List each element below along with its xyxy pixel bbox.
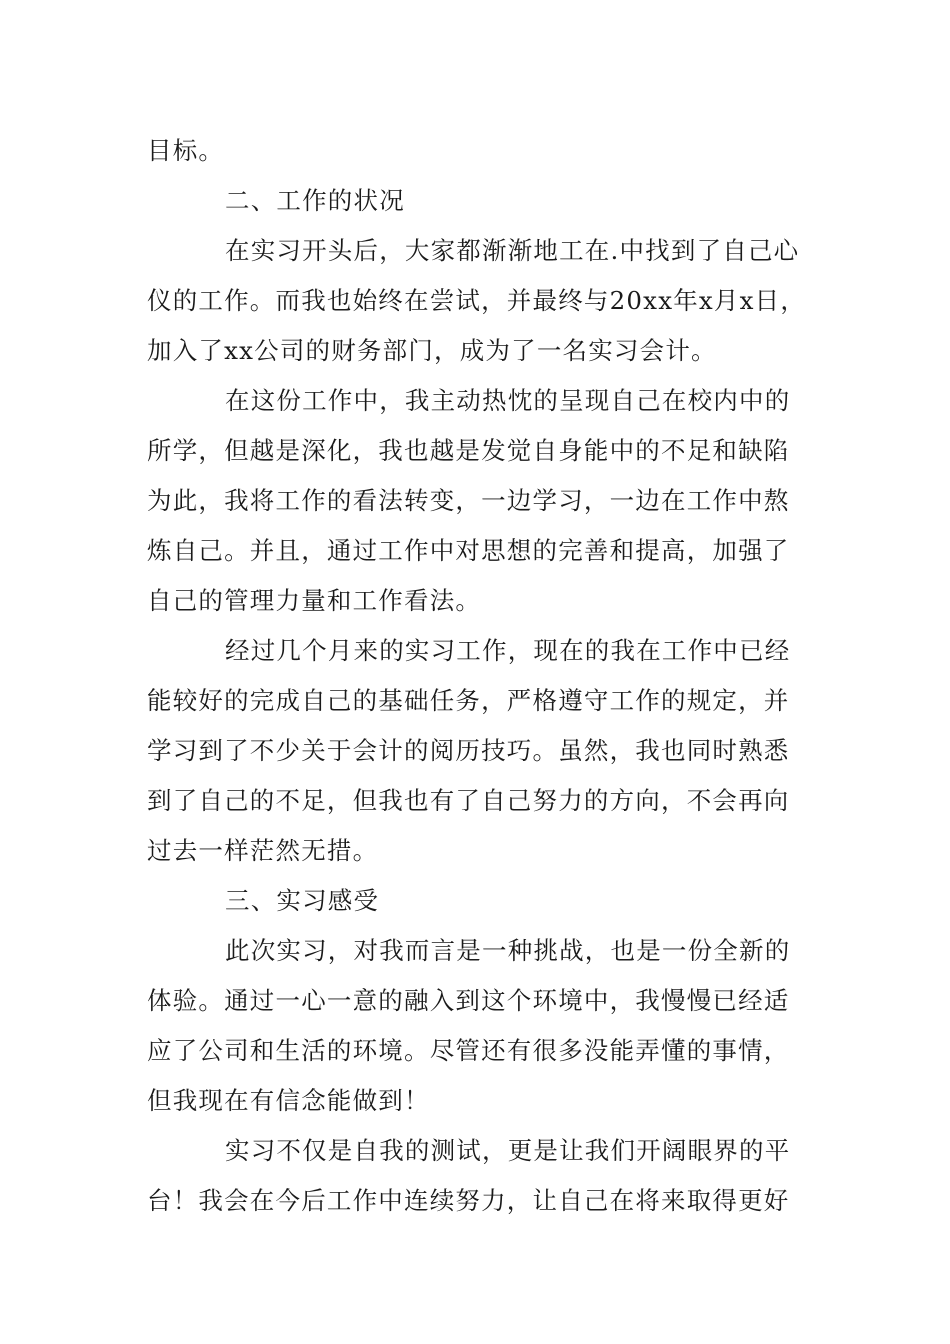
text-line: 过去一样茫然无措。 (147, 836, 379, 865)
text-line: 但我现在有信念能做到！ (147, 1086, 430, 1115)
text-line: 经过几个月来的实习工作，现在的我在工作中已经 (225, 636, 791, 665)
body-text (147, 126, 807, 1226)
text-line: 应了公司和生活的环境。尽管还有很多没能弄懂的事情， (147, 1036, 790, 1065)
text-line: 目标。 (147, 136, 225, 165)
section-heading-internship-feelings: 三、实习感受 (225, 886, 380, 915)
text-line: 在这份工作中，我主动热忱的呈现自己在校内中的 (225, 386, 791, 415)
text-line: 为此，我将工作的看法转变，一边学习，一边在工作中熬 (147, 486, 790, 515)
text-line: 台！我会在今后工作中连续努力，让自己在将来取得更好 (147, 1186, 790, 1215)
text-line: 仪的工作。而我也始终在尝试，并最终与20xx年x月x日， (147, 286, 807, 315)
text-line: 到了自己的不足，但我也有了自己努力的方向，不会再向 (147, 786, 790, 815)
text-line: 能较好的完成自己的基础任务，严格遵守工作的规定，并 (147, 686, 790, 715)
text-line: 学习到了不少关于会计的阅历技巧。虽然，我也同时熟悉 (147, 736, 790, 765)
text-line: 炼自己。并且，通过工作中对思想的完善和提高，加强了 (147, 536, 790, 565)
text-line: 所学，但越是深化，我也越是发觉自身能中的不足和缺陷 (147, 436, 790, 465)
section-heading-work-status: 二、工作的状况 (225, 186, 405, 215)
text-line: 体验。通过一心一意的融入到这个环境中，我慢慢已经适 (147, 986, 790, 1015)
text-line: 自己的管理力量和工作看法。 (147, 586, 482, 615)
text-line: 实习不仅是自我的测试，更是让我们开阔眼界的平 (225, 1136, 791, 1165)
text-line: 此次实习，对我而言是一种挑战，也是一份全新的 (225, 936, 791, 965)
text-line: 在实习开头后，大家都渐渐地工在.中找到了自己心 (225, 236, 800, 265)
text-line: 加入了xx公司的财务部门，成为了一名实习会计。 (147, 336, 717, 365)
